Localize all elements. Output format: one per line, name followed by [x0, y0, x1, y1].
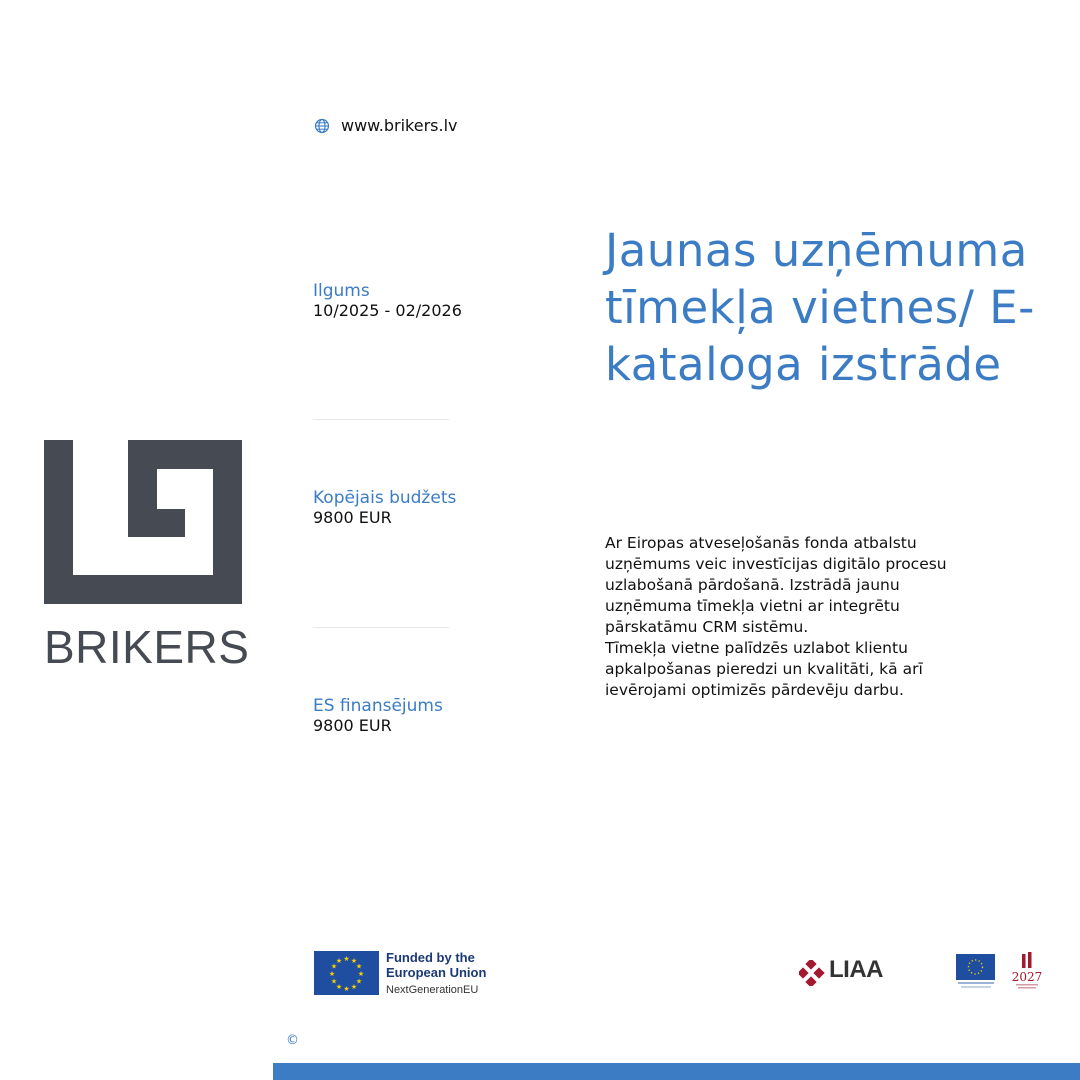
- svg-text:★: ★: [350, 957, 358, 965]
- eu-funding-line1: Funded by the: [386, 950, 475, 965]
- bottom-accent-bar: [273, 1063, 1080, 1080]
- svg-text:★: ★: [355, 962, 363, 971]
- svg-text:★: ★: [355, 977, 363, 986]
- eu-funding-text: [386, 950, 486, 980]
- divider: [313, 627, 449, 628]
- liaa-wordmark: LIAA: [829, 956, 883, 983]
- svg-text:2027: 2027: [1011, 970, 1043, 984]
- info-eu-funding: [313, 696, 443, 736]
- eu-flag-small-caption: [961, 986, 991, 988]
- svg-text:★: ★: [357, 970, 365, 978]
- eu-nextgen-text: NextGenerationEU: [386, 984, 479, 996]
- info-duration: [313, 281, 462, 321]
- eu-funding-line2: European Union: [386, 965, 487, 980]
- info-label: Ilgums: [313, 281, 370, 301]
- eu-flag-small: [956, 954, 995, 980]
- project-description: Ar Eiropas atveseļošanās fonda atbalstu uzņēmums veic investīcijas digitālo procesu uzlabošanā pārdošanā. Izstrādā jaunu uzņēmuma tīmekļa vietni ar integrētu pārskatāmu CRM sistēmu. Tīmekļa vietne palīdzēs uzlabot klientu apkalpošanas pieredzi un kvalitāti, kā arī ievērojami optimizēs pārdevēju darbu.: [605, 534, 947, 699]
- brand-wordmark: BRIKERS: [44, 621, 250, 673]
- svg-text:★: ★: [343, 955, 350, 963]
- divider: [313, 419, 449, 420]
- page-title: Jaunas uzņēmuma tīmekļa vietnes/ E-kataloga izstrāde: [605, 224, 1035, 391]
- eu-flag: [314, 951, 379, 995]
- svg-text:★: ★: [328, 970, 336, 978]
- info-label: Kopējais budžets: [313, 488, 457, 508]
- globe-icon: [314, 118, 330, 134]
- info-value: 9800 EUR: [313, 716, 392, 735]
- copyright-mark: ©: [286, 1033, 299, 1048]
- info-value: 10/2025 - 02/2026: [313, 301, 462, 320]
- svg-text:★: ★: [335, 957, 343, 965]
- liaa-logo: [799, 960, 825, 986]
- website-row[interactable]: [314, 116, 458, 135]
- svg-text:★: ★: [350, 983, 358, 991]
- svg-text:★: ★: [343, 985, 350, 993]
- svg-text:★: ★: [335, 983, 343, 991]
- info-value: 9800 EUR: [313, 508, 392, 527]
- svg-text:★: ★: [330, 977, 338, 986]
- eu-flag-small-caption: [958, 982, 994, 984]
- brikers-logo: [44, 440, 242, 604]
- website-link[interactable]: www.brikers.lv: [341, 116, 458, 135]
- latvia-2027-logo: [1010, 952, 1044, 992]
- svg-text:★: ★: [330, 962, 338, 971]
- info-total-budget: [313, 488, 456, 528]
- info-label: ES finansējums: [313, 696, 443, 716]
